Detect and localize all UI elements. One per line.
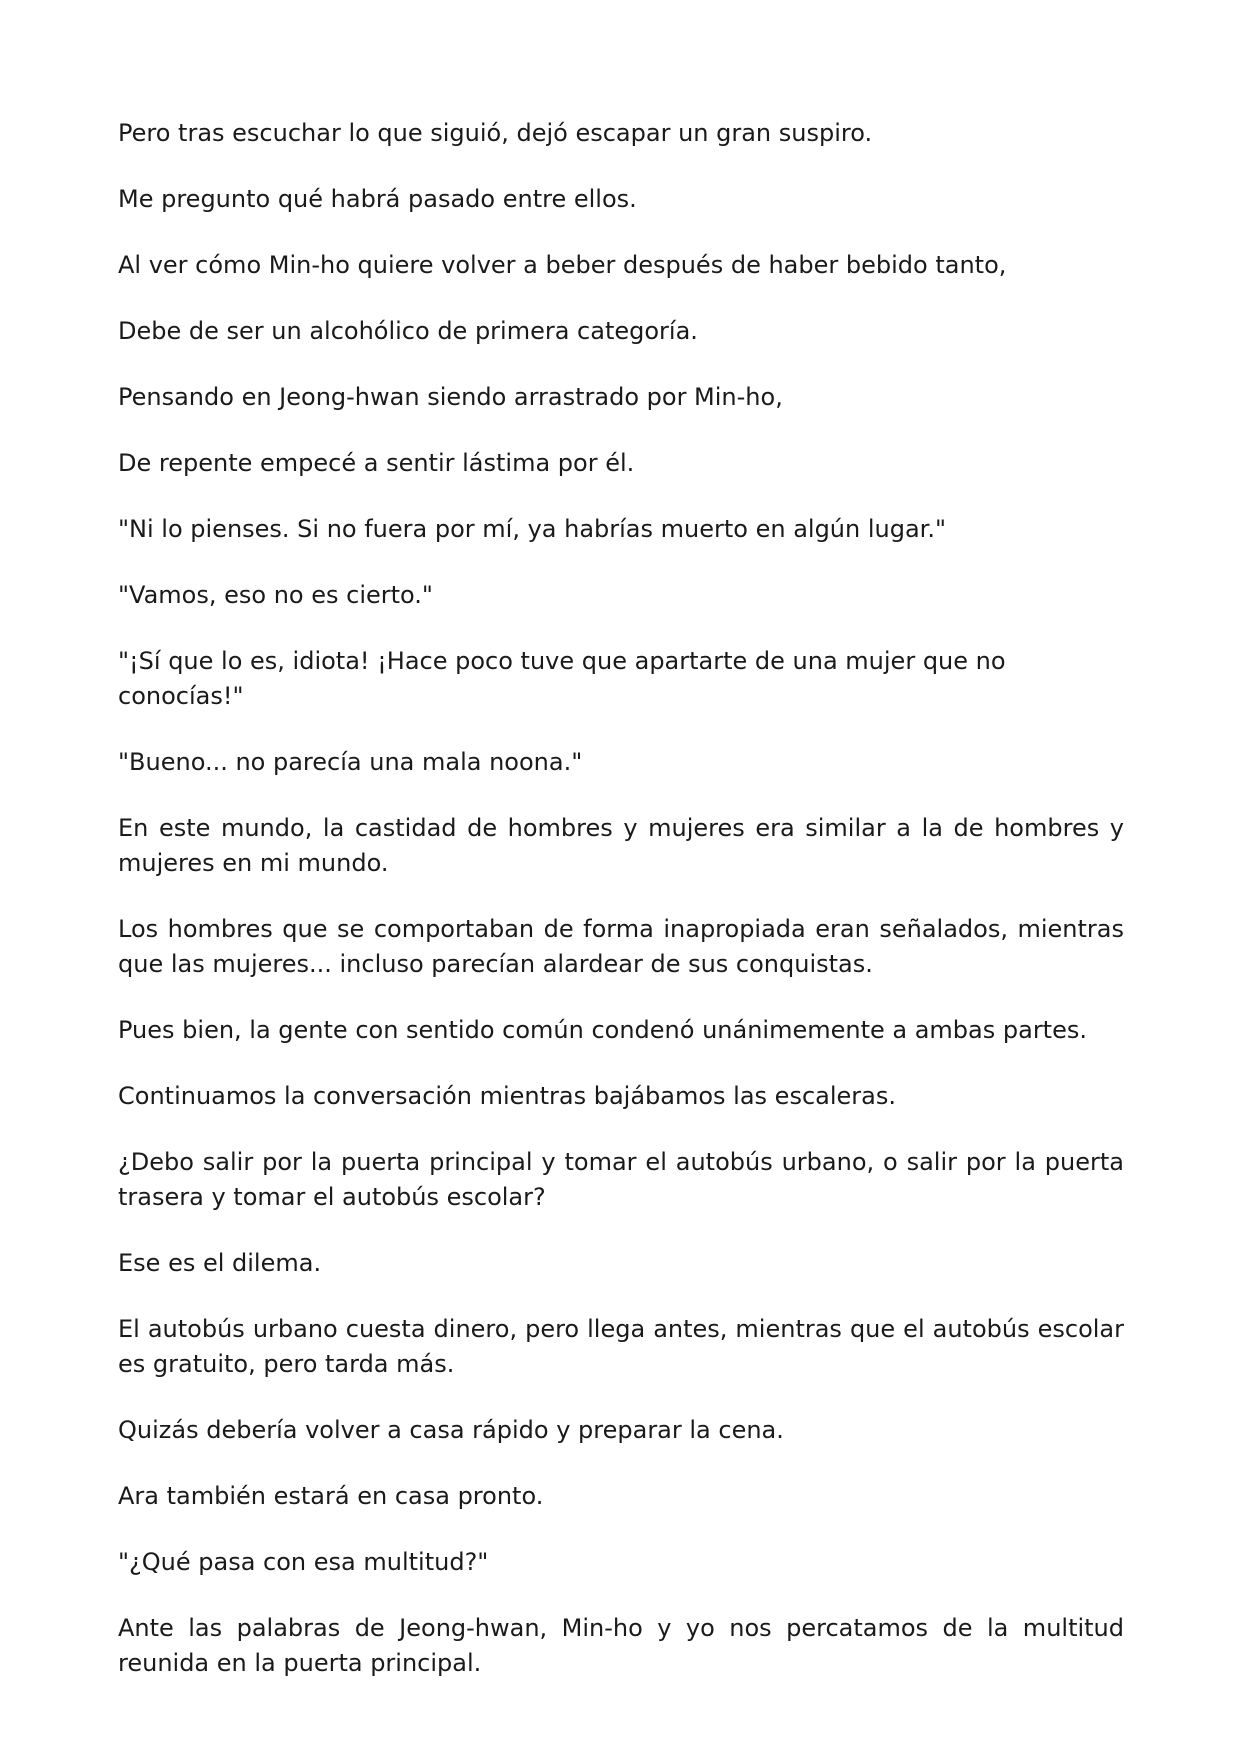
paragraph: Quizás debería volver a casa rápido y preparar la cena.	[118, 1416, 784, 1444]
paragraph: Continuamos la conversación mientras bajábamos las escaleras.	[118, 1082, 896, 1110]
text-column	[118, 116, 1124, 1712]
paragraph: El autobús urbano cuesta dinero, pero llega antes, mientras que el autobús escolar es gratuito, pero tarda más.	[118, 1315, 1124, 1378]
paragraph: ¿Debo salir por la puerta principal y tomar el autobús urbano, o salir por la puerta trasera y tomar el autobús escolar?	[118, 1148, 1124, 1211]
paragraph: Ara también estará en casa pronto.	[118, 1482, 544, 1510]
paragraph: Pero tras escuchar lo que siguió, dejó escapar un gran suspiro.	[118, 119, 873, 147]
paragraph: Debe de ser un alcohólico de primera categoría.	[118, 317, 698, 345]
paragraph: Los hombres que se comportaban de forma inapropiada eran señalados, mientras que las mujeres... incluso parecían alardear de sus conquistas.	[118, 915, 1124, 978]
paragraph: "Ni lo pienses. Si no fuera por mí, ya habrías muerto en algún lugar."	[118, 515, 947, 543]
paragraph: Ante las palabras de Jeong-hwan, Min-ho y yo nos percatamos de la multitud reunida en la puerta principal.	[118, 1614, 1124, 1677]
paragraph: "Bueno... no parecía una mala noona."	[118, 748, 583, 776]
paragraph: En este mundo, la castidad de hombres y mujeres era similar a la de hombres y mujeres en mi mundo.	[118, 814, 1124, 877]
paragraph: "¡Sí que lo es, idiota! ¡Hace poco tuve que apartarte de una mujer que no conocías!"	[118, 647, 1006, 710]
paragraph: Me pregunto qué habrá pasado entre ellos.	[118, 185, 637, 213]
paragraph: Al ver cómo Min-ho quiere volver a beber después de haber bebido tanto,	[118, 251, 1007, 279]
paragraph: Pues bien, la gente con sentido común condenó unánimemente a ambas partes.	[118, 1016, 1087, 1044]
paragraph: Pensando en Jeong-hwan siendo arrastrado por Min-ho,	[118, 383, 783, 411]
paragraph: "¿Qué pasa con esa multitud?"	[118, 1548, 489, 1576]
paragraph: "Vamos, eso no es cierto."	[118, 581, 433, 609]
paragraph: De repente empecé a sentir lástima por él.	[118, 449, 635, 477]
paragraph: Ese es el dilema.	[118, 1249, 322, 1277]
